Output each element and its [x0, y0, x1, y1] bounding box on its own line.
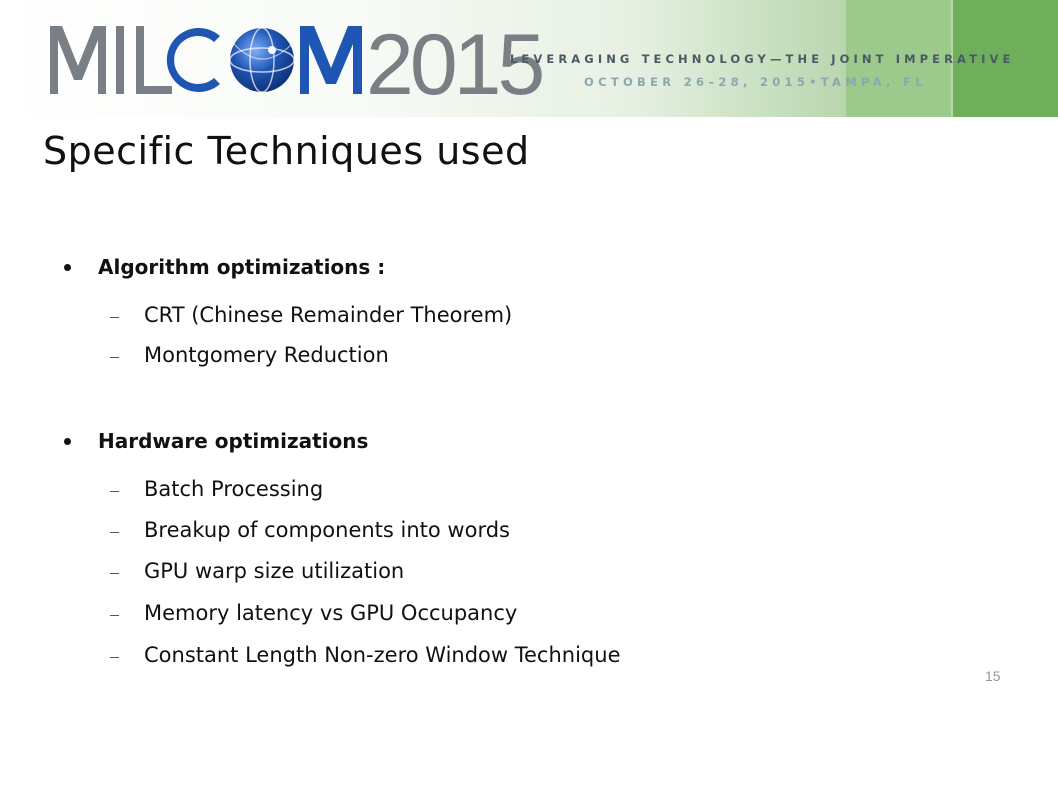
sub-bullet-window — [110, 643, 621, 667]
sub-bullet-breakup — [110, 518, 510, 542]
dash-bullet-icon — [110, 657, 119, 658]
sub-bullet-warp — [110, 559, 404, 583]
list-item: Breakup of components into words — [144, 518, 510, 542]
page-number: 15 — [985, 668, 1001, 684]
list-item: Montgomery Reduction — [144, 343, 389, 367]
bullet-dot-icon — [64, 438, 71, 445]
dash-bullet-icon — [110, 573, 119, 574]
svg-text:2015: 2015 — [366, 17, 542, 113]
list-item: GPU warp size utilization — [144, 559, 405, 583]
list-item: Memory latency vs GPU Occupancy — [144, 601, 518, 625]
sub-bullet-batch — [110, 477, 323, 501]
bullet-algorithm-optimizations — [64, 255, 385, 279]
list-item: Constant Length Non-zero Window Technique — [144, 643, 621, 667]
dash-bullet-icon — [110, 357, 119, 358]
dash-bullet-icon — [110, 491, 119, 492]
list-item: Batch Processing — [144, 477, 324, 501]
date-location-text: OCTOBER 26–28, 2015•TAMPA, FL — [584, 75, 927, 89]
sub-bullet-memory — [110, 601, 517, 625]
dash-bullet-icon — [110, 317, 119, 318]
dash-bullet-icon — [110, 615, 119, 616]
section-heading: Algorithm optimizations : — [98, 255, 386, 279]
dash-bullet-icon — [110, 532, 119, 533]
bullet-hardware-optimizations — [64, 429, 368, 453]
bullet-dot-icon — [64, 264, 71, 271]
sub-bullet-montgomery — [110, 343, 389, 367]
tagline-text: LEVERAGING TECHNOLOGY—THE JOINT IMPERATIVE — [510, 52, 1015, 66]
section-heading: Hardware optimizations — [98, 429, 369, 453]
sub-bullet-crt — [110, 303, 512, 327]
slide-title: Specific Techniques used — [43, 129, 530, 173]
list-item: CRT (Chinese Remainder Theorem) — [144, 303, 513, 327]
